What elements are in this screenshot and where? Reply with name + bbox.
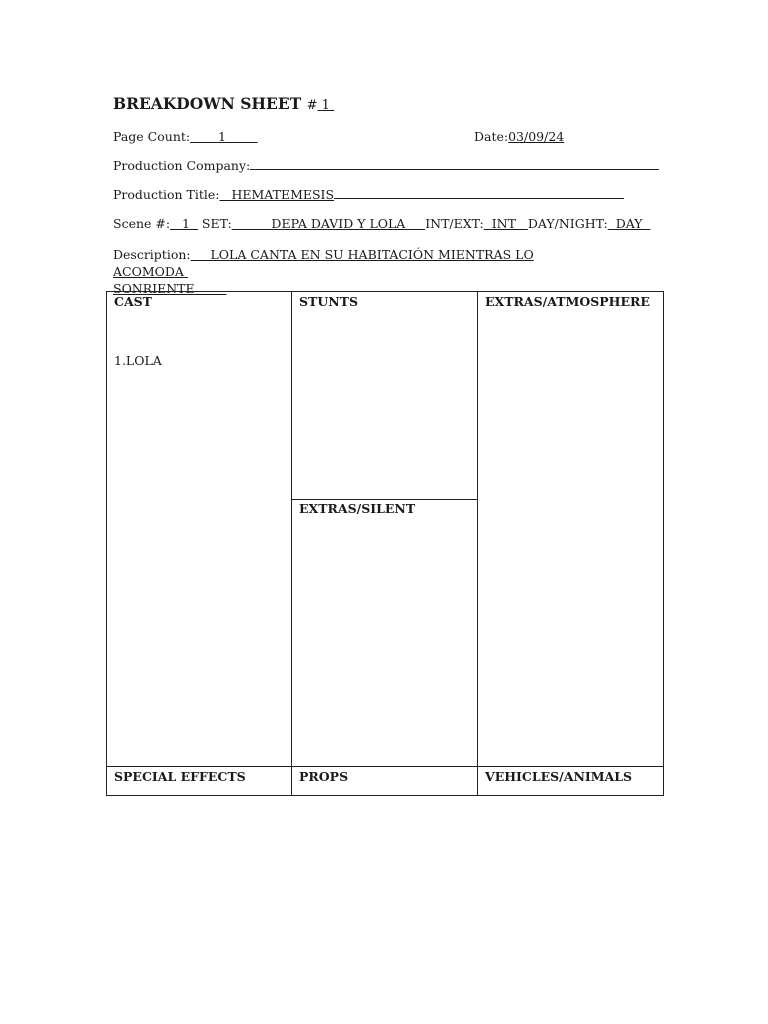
- production-title-label: Production Title:: [113, 187, 220, 202]
- sheet-title: [113, 94, 334, 113]
- stunts-cell[interactable]: [292, 292, 477, 500]
- sheet-number: 1: [321, 98, 330, 113]
- breakdown-grid: [106, 291, 664, 796]
- page-count-value[interactable]: 1: [217, 129, 226, 144]
- extras-silent-header: EXTRAS/SILENT: [299, 501, 416, 516]
- production-title-value[interactable]: HEMATEMESIS: [231, 187, 335, 202]
- production-company-label: Production Company:: [113, 158, 251, 173]
- date-value[interactable]: 03/09/24: [508, 129, 565, 144]
- page-count-label: Page Count:: [113, 129, 191, 144]
- grid-main-row: [107, 292, 664, 767]
- set-value[interactable]: DEPA DAVID Y LOLA: [271, 216, 406, 231]
- stunts-extras-silent-cell: [292, 292, 478, 767]
- stunts-header: STUNTS: [299, 294, 358, 309]
- day-night-value[interactable]: DAY: [615, 216, 643, 231]
- page-count-row: [113, 129, 258, 144]
- production-title-row: [113, 187, 624, 202]
- special-effects-cell[interactable]: [107, 767, 292, 796]
- vehicles-animals-header: VEHICLES/ANIMALS: [485, 769, 633, 784]
- props-cell[interactable]: [292, 767, 478, 796]
- int-ext-value[interactable]: INT: [491, 216, 516, 231]
- vehicles-animals-cell[interactable]: [478, 767, 664, 796]
- grid-bottom-row: [107, 767, 664, 796]
- date-label: Date:: [474, 129, 509, 144]
- cast-header: CAST: [114, 294, 152, 309]
- sheet-number-hash: #: [306, 98, 318, 113]
- extras-atmosphere-cell[interactable]: [478, 292, 664, 767]
- scene-label: Scene #:: [113, 216, 171, 231]
- production-title-line: [334, 187, 624, 199]
- description-label: Description:: [113, 247, 191, 262]
- scene-row: [113, 216, 650, 231]
- props-header: PROPS: [299, 769, 349, 784]
- special-effects-header: SPECIAL EFFECTS: [114, 769, 246, 784]
- description-value[interactable]: LOLA CANTA EN SU HABITACIÓN MIENTRAS LO ACOMODA SONRIENTE: [113, 247, 534, 296]
- int-ext-label: INT/EXT:: [425, 216, 484, 231]
- production-company-field[interactable]: [250, 158, 659, 170]
- extras-atmosphere-header: EXTRAS/ATMOSPHERE: [485, 294, 650, 309]
- day-night-label: DAY/NIGHT:: [527, 216, 608, 231]
- description-row: [113, 246, 593, 297]
- set-label: SET:: [201, 216, 232, 231]
- cast-cell[interactable]: [107, 292, 292, 767]
- extras-silent-cell[interactable]: [292, 500, 477, 516]
- date-row: [474, 129, 564, 144]
- sheet-title-text: BREAKDOWN SHEET: [113, 94, 302, 113]
- production-company-row: [113, 158, 659, 173]
- cast-item: 1.LOLA: [114, 353, 162, 368]
- scene-value[interactable]: 1: [182, 216, 190, 231]
